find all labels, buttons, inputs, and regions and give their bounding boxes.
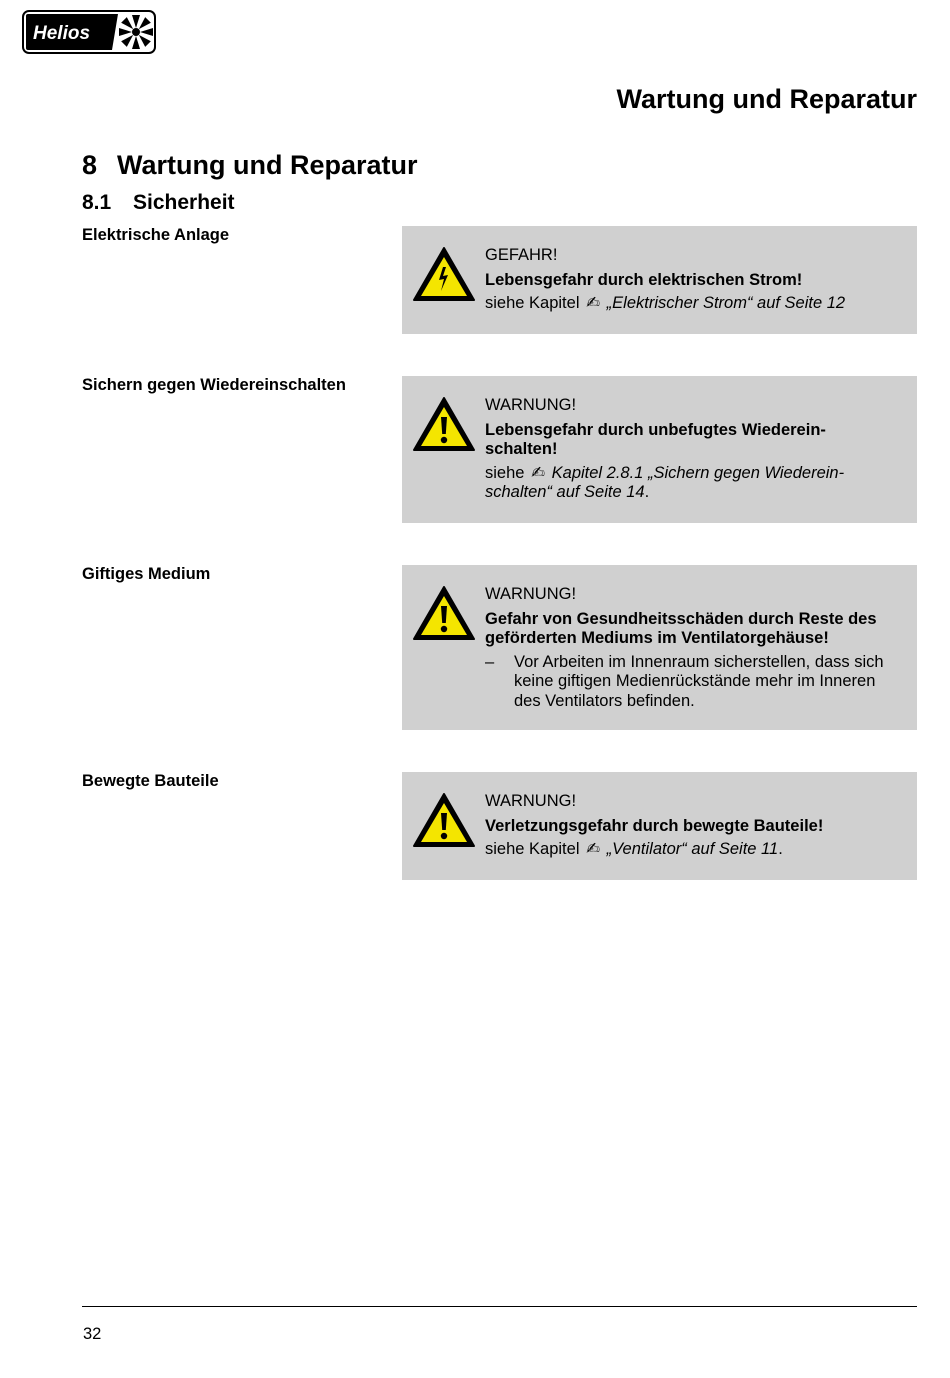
cross-reference: siehe ✍ Kapitel 2.8.1 „Sichern gegen Wiederein- schalten“ auf Seite 14. [485,463,845,501]
warning-triangle-icon [412,585,476,641]
warning-triangle-icon [412,792,476,848]
warning-triangle-icon [412,396,476,452]
ref-link[interactable]: „Elektrischer Strom“ auf Seite 12 [606,294,846,312]
signal-word: GEFAHR! [485,246,558,264]
section-heading [82,191,235,215]
chapter-title: Wartung und Reparatur [117,150,418,180]
block-label-giftiges-medium: Giftiges Medium [82,565,211,583]
footer-rule [82,1306,917,1307]
page-number: 32 [83,1325,102,1343]
warning-box-toxic [402,565,917,730]
fan-icon [119,15,153,49]
hazard-headline: Gefahr von Gesundheitsschäden durch Reste des geförderten Mediums im Ventilatorgehäuse! [485,609,877,647]
section-title: Sicherheit [133,191,235,214]
block-label-bewegte-bauteile: Bewegte Bauteile [82,772,219,790]
ref-prefix: siehe Kapitel [485,840,580,858]
logo-text: Helios [33,23,91,44]
ref-link[interactable]: „Ventilator“ auf Seite 11 [606,840,779,858]
warning-box-restart [402,376,917,523]
hazard-headline: Verletzungsgefahr durch bewegte Bauteile! [485,816,824,835]
ref-link[interactable]: Kapitel 2.8.1 „Sichern gegen Wiederein- [551,463,845,482]
chapter-number: 8 [82,150,98,180]
hazard-headline: Lebensgefahr durch unbefugtes Wiederein- schalten! [485,420,826,458]
signal-word: WARNUNG! [485,396,577,414]
chapter-heading [82,150,418,181]
hand-pointer-icon: ✍ [586,840,600,858]
electric-hazard-icon [412,246,476,302]
ref-prefix: siehe [485,463,525,482]
section-number: 8.1 [82,191,112,214]
danger-box-electric [402,226,917,334]
signal-word: WARNUNG! [485,585,577,603]
ref-link-cont[interactable]: schalten“ auf Seite 14 [485,483,645,501]
cross-reference: siehe Kapitel ✍ „Ventilator“ auf Seite 11. [485,840,783,858]
cross-reference [485,294,903,314]
block-label-sichern: Sichern gegen Wiedereinschalten [82,376,346,394]
hand-pointer-icon: ✍ [531,463,545,482]
warning-box-moving-parts [402,772,917,880]
hazard-headline: Lebensgefahr durch elektrischen Strom! [485,270,803,289]
instruction-step: – Vor Arbeiten im Innenraum sicherstellen, dass sich keine giftigen Medienrückstände mehr im Inneren des Ventilators befinden. [485,652,884,710]
signal-word: WARNUNG! [485,792,577,810]
running-header-title: Wartung und Reparatur [616,84,917,114]
ref-prefix: siehe Kapitel [485,294,580,312]
block-label-elektrische-anlage: Elektrische Anlage [82,226,230,244]
step-dash: – [485,652,495,671]
helios-logo [22,10,156,54]
hand-pointer-icon: ✍ [586,294,600,312]
